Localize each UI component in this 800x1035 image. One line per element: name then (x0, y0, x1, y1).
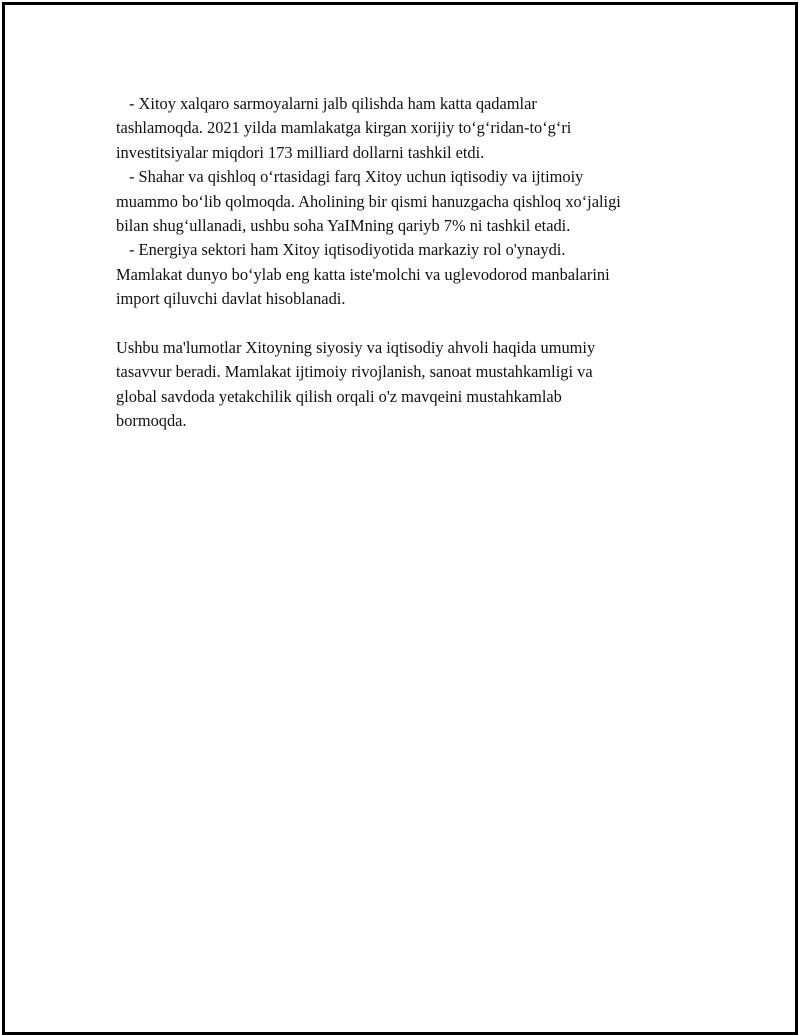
summary-paragraph: Ushbu ma'lumotlar Xitoyning siyosiy va iqtisodiy ahvoli haqida umumiy tasavvur beradi. Mamlakat ijtimoiy rivojlanish, sanoat mustahkamligi va global savdoda yetakchilik qilish orqali o'z mavqeini mustahkamlab bormoqda. (116, 338, 596, 431)
bullet-item-urban-rural-gap: - Shahar va qishloq o‘rtasidagi farq Xitoy uchun iqtisodiy va ijtimoiy muammo bo‘lib qolmoqda. Aholining bir qismi hanuzgacha qishloq xo‘jaligi bilan shug‘ullanadi, ushbu soha YaIMning qariyb 7% ni tashkil etadi. (116, 167, 621, 236)
summary-section (116, 336, 706, 434)
bullet-item-energy-sector: - Energiya sektori ham Xitoy iqtisodiyotida markaziy rol o'ynaydi. Mamlakat dunyo bo‘ylab eng katta iste'molchi va uglevodorod manbalarini import qiluvchi davlat hisoblanadi. (116, 240, 610, 309)
bullet-list (116, 92, 706, 312)
bullet-item-foreign-investment: - Xitoy xalqaro sarmoyalarni jalb qilishda ham katta qadamlar tashlamoqda. 2021 yilda mamlakatga kirgan xorijiy to‘g‘ridan-to‘g‘ri investitsiyalar miqdori 173 milliard dollarni tashkil etdi. (116, 94, 572, 162)
